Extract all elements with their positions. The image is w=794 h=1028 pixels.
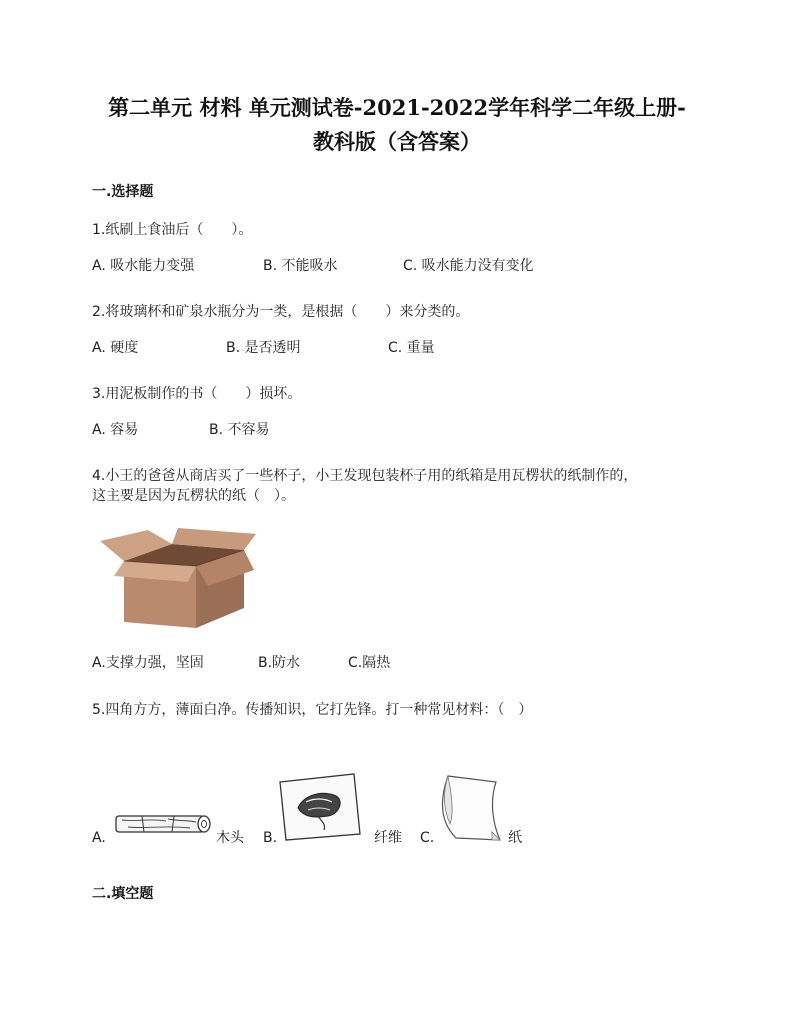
fiber-sheet-image	[278, 772, 362, 842]
question-1-stem: 1.纸刷上食油后（ ）。	[92, 222, 253, 238]
question-1-option-a: A. 吸水能力变强	[92, 258, 195, 274]
wood-log-image	[108, 812, 214, 836]
section-heading-choice: 一.选择题	[92, 184, 154, 200]
question-2-option-b: B. 是否透明	[226, 340, 301, 356]
question-5-option-a-letter: A.	[92, 830, 106, 846]
question-3-option-a: A. 容易	[92, 422, 139, 438]
page-title-line-2: 教科版（含答案）	[313, 129, 481, 154]
question-4-stem-line-1: 4.小王的爸爸从商店买了一些杯子，小王发现包装杯子用的纸箱是用瓦楞状的纸制作的，	[92, 468, 638, 484]
question-1-option-b: B. 不能吸水	[263, 258, 338, 274]
question-5-option-b-label: 纤维	[374, 830, 402, 846]
section-heading-fill: 二.填空题	[92, 886, 154, 902]
question-4-stem-line-2: 这主要是因为瓦楞状的纸（ ）。	[92, 488, 295, 504]
question-4-option-c: C.隔热	[348, 655, 391, 671]
question-5-stem: 5.四角方方，薄面白净。传播知识，它打先锋。打一种常见材料：（ ）	[92, 702, 533, 718]
question-4-option-a: A.支撑力强，坚固	[92, 655, 204, 671]
page-title-line-1: 第二单元 材料 单元测试卷-2021-2022学年科学二年级上册-	[108, 95, 686, 120]
question-2-option-a: A. 硬度	[92, 340, 139, 356]
question-5-option-b-letter: B.	[263, 830, 278, 846]
question-3-option-b: B. 不容易	[209, 422, 270, 438]
paper-sheet-image	[434, 774, 508, 846]
question-4-option-b: B.防水	[258, 655, 301, 671]
question-3-stem: 3.用泥板制作的书（ ）损坏。	[92, 386, 302, 402]
question-5-option-c-label: 纸	[508, 830, 522, 846]
cardboard-box-image	[96, 528, 260, 630]
question-5-option-c-letter: C.	[420, 830, 435, 846]
question-1-option-c: C. 吸水能力没有变化	[403, 258, 534, 274]
question-2-stem: 2.将玻璃杯和矿泉水瓶分为一类，是根据（ ）来分类的。	[92, 304, 470, 320]
question-5-option-a-label: 木头	[216, 830, 244, 846]
question-2-option-c: C. 重量	[388, 340, 435, 356]
